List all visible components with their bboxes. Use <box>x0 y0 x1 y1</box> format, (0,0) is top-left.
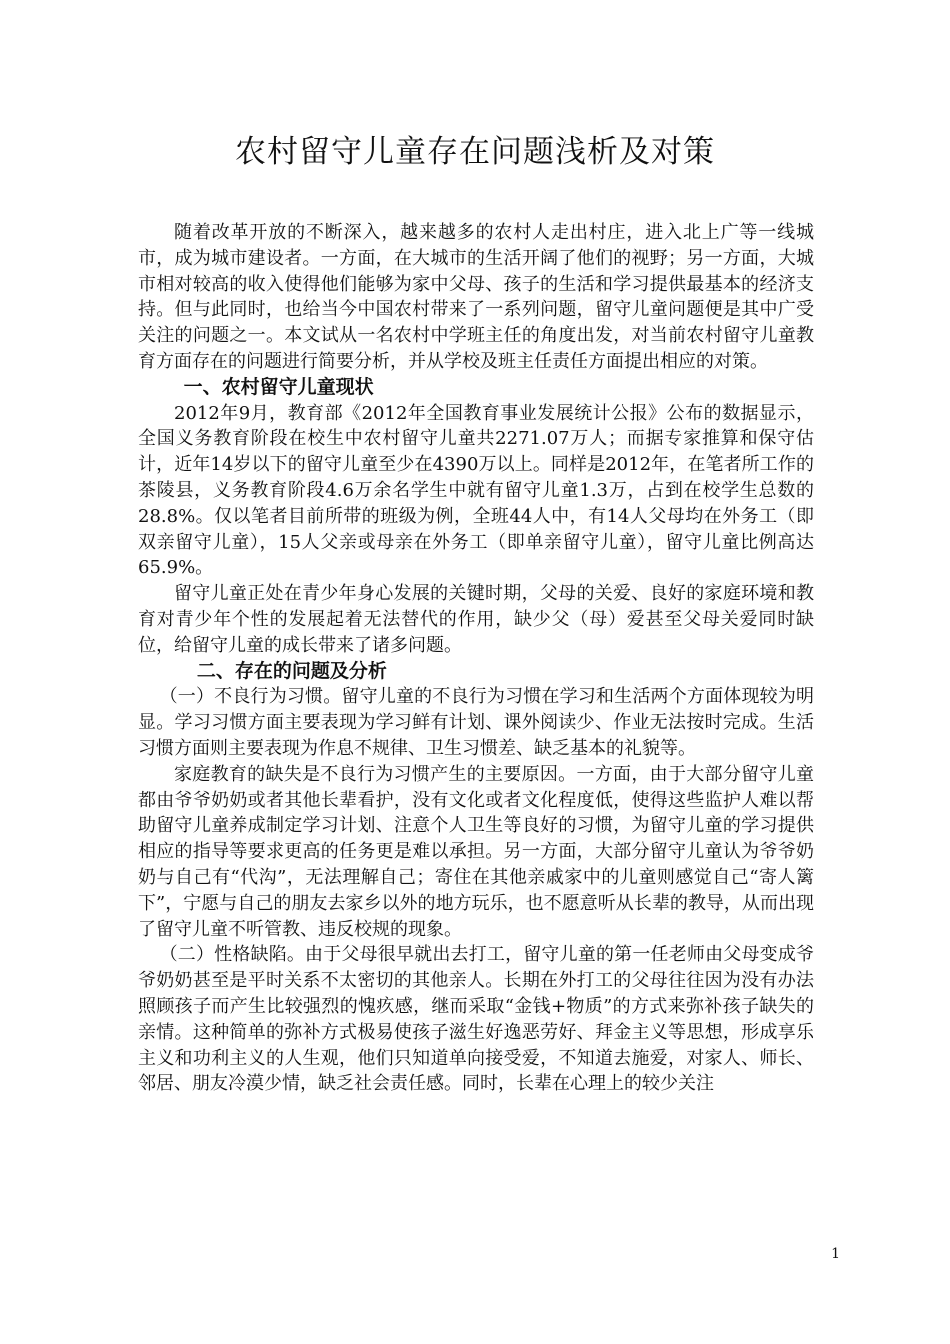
section-heading-1: 一、农村留守儿童现状 <box>183 375 374 398</box>
section-heading-2: 二、存在的问题及分析 <box>196 659 387 682</box>
document-title: 农村留守儿童存在问题浅析及对策 <box>235 134 715 170</box>
document-body <box>138 220 814 1097</box>
intro-paragraph: 随着改革开放的不断深入，越来越多的农村人走出村庄，进入北上广等一线城市，成为城市建设者。一方面，在大城市的生活开阔了他们的视野；另一方面，大城市相对较高的收入使得他们能够为家中父母、孩子的生活和学习提供最基本的经济支持。但与此同时，也给当今中国农村带来了一系列问题，留守儿童问题便是其中广受关注的问题之一。本文试从一名农村中学班主任的角度出发，对当前农村留守儿童教育方面存在的问题进行简要分析，并从学校及班主任责任方面提出相应的对策。 <box>138 222 814 372</box>
section2-paragraph-3: （二）性格缺陷。由于父母很早就出去打工，留守儿童的第一任老师由父母变成爷爷奶奶甚至是平时关系不太密切的其他亲人。长期在外打工的父母往往因为没有办法照顾孩子而产生比较强烈的愧疚感，继而采取“金钱+物质”的方式来弥补孩子缺失的亲情。这种简单的弥补方式极易使孩子滋生好逸恶劳好、拜金主义等思想，形成享乐主义和功利主义的人生观，他们只知道单向接受爱，不知道去施爱，对家人、师长、邻居、朋友冷漠少情，缺乏社会责任感。同时，长辈在心理上的较少关注 <box>138 944 814 1095</box>
section2-paragraph-1: （一）不良行为习惯。留守儿童的不良行为习惯在学习和生活两个方面体现较为明显。学习习惯方面主要表现为学习鲜有计划、课外阅读少、作业无法按时完成。生活习惯方面则主要表现为作息不规律、卫生习惯差、缺乏基本的礼貌等。 <box>138 686 814 759</box>
section2-paragraph-2: 家庭教育的缺失是不良行为习惯产生的主要原因。一方面，由于大部分留守儿童都由爷爷奶奶或者其他长辈看护，没有文化或者文化程度低，使得这些监护人难以帮助留守儿童养成制定学习计划、注意个人卫生等良好的习惯，为留守儿童的学习提供相应的指导等要求更高的任务更是难以承担。另一方面，大部分留守儿童认为爷爷奶奶与自己有“代沟”，无法理解自己；寄住在其他亲戚家中的儿童则感觉自己“寄人篱下”，宁愿与自己的朋友去家乡以外的地方玩乐，也不愿意听从长辈的教导，从而出现了留守儿童不听管教、违反校规的现象。 <box>138 763 814 940</box>
page-number: 1 <box>831 1246 840 1262</box>
section1-paragraph-2: 留守儿童正处在青少年身心发展的关键时期，父母的关爱、良好的家庭环境和教育对青少年个性的发展起着无法替代的作用，缺少父（母）爱甚至父母关爱同时缺位，给留守儿童的成长带来了诸多问题。 <box>138 583 814 656</box>
section1-paragraph-1: 2012年9月，教育部《2012年全国教育事业发展统计公报》公布的数据显示，全国义务教育阶段在校生中农村留守儿童共2271.07万人；而据专家推算和保守估计，近年14岁以下的留守儿童至少在4390万以上。同样是2012年，在笔者所工作的茶陵县，义务教育阶段4.6万余名学生中就有留守儿童1.3万，占到在校学生总数的28.8%。仅以笔者目前所带的班级为例，全班44人中，有14人父母均在外务工（即双亲留守儿童），15人父亲或母亲在外务工（即单亲留守儿童），留守儿童比例高达65.9%。 <box>138 402 814 579</box>
